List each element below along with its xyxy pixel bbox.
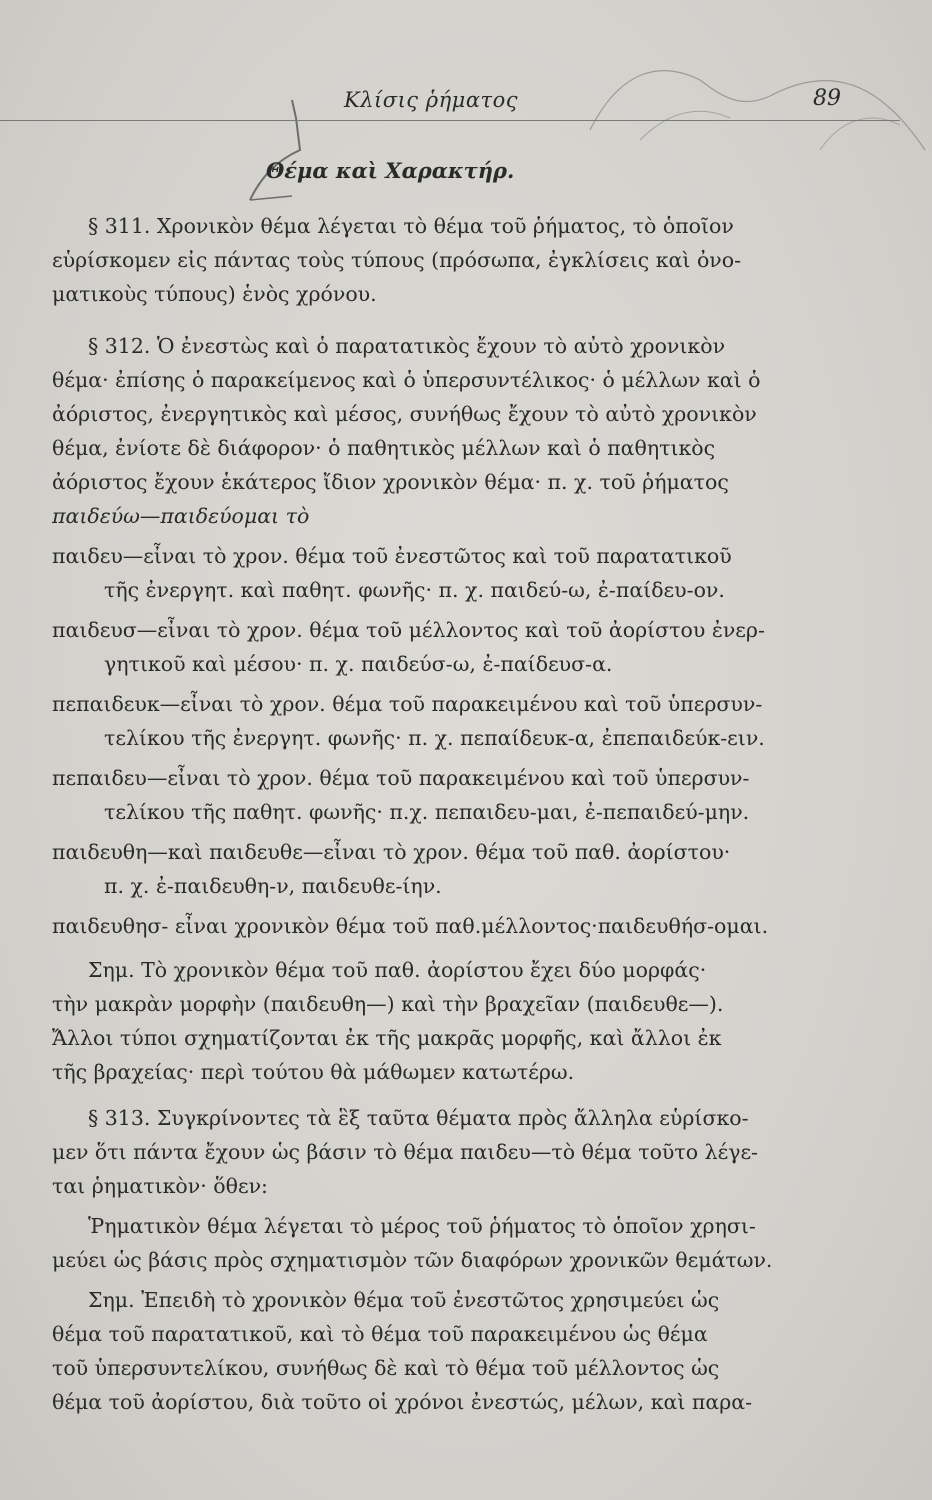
- text-line: Ἄλλοι τύποι σχηματίζονται ἐκ τῆς μακρᾶς μορφῆς, καὶ ἄλλοι ἐκ: [52, 1026, 722, 1050]
- text-line: μεν ὅτι πάντα ἔχουν ὡς βάσιν τὸ θέμα παιδευ—τὸ θέμα τοῦτο λέγε-: [52, 1140, 758, 1164]
- running-title: Κλίσις ῥήματος: [344, 88, 519, 112]
- text-line: § 313. Συγκρίνοντες τὰ ἓξ ταῦτα θέματα πρὸς ἄλληλα εὑρίσκο-: [88, 1106, 749, 1130]
- text-line: π. χ. ἐ-παιδευθη-ν, παιδευθε-ίην.: [104, 874, 442, 898]
- running-header: [0, 84, 932, 124]
- text-line: παιδευθησ- εἶναι χρονικὸν θέμα τοῦ παθ.μέλλοντος·παιδευθήσ-ομαι.: [52, 914, 769, 938]
- text-line: παιδευ—εἶναι τὸ χρον. θέμα τοῦ ἐνεστῶτος καὶ τοῦ παρατατικοῦ: [52, 544, 732, 568]
- text-line: § 312. Ὁ ἐνεστὼς καὶ ὁ παρατατικὸς ἔχουν τὸ αὐτὸ χρονικὸν: [88, 334, 726, 358]
- header-rule: [0, 120, 900, 121]
- text-line: θέμα· ἐπίσης ὁ παρακείμενος καὶ ὁ ὑπερσυντέλικος· ὁ μέλλων καὶ ὁ: [52, 368, 761, 392]
- text-line: θέμα τοῦ ἀορίστου, διὰ τοῦτο οἱ χρόνοι ἐνεστώς, μέλων, καὶ παρα-: [52, 1390, 753, 1414]
- text-line: τὴν μακρὰν μορφὴν (παιδευθη—) καὶ τὴν βραχεῖαν (παιδευθε—).: [52, 992, 724, 1016]
- text-line: ματικοὺς τύπους) ἑνὸς χρόνου.: [52, 282, 377, 306]
- text-line: τελίκου τῆς ἐνεργητ. φωνῆς· π. χ. πεπαίδευκ-α, ἐπεπαιδεύκ-ειν.: [104, 726, 765, 750]
- text-line: παιδευσ—εἶναι τὸ χρον. θέμα τοῦ μέλλοντος καὶ τοῦ ἀορίστου ἐνερ-: [52, 618, 765, 642]
- section-title: Θέμα καὶ Χαρακτήρ.: [266, 158, 515, 183]
- text-line: παιδευθη—καὶ παιδευθε—εἶναι τὸ χρον. θέμα τοῦ παθ. ἀορίστου·: [52, 840, 731, 864]
- text-line: § 311. Χρονικὸν θέμα λέγεται τὸ θέμα τοῦ ῥήματος, τὸ ὁποῖον: [88, 214, 734, 238]
- text-line: ται ῥηματικὸν· ὅθεν:: [52, 1174, 268, 1198]
- text-line: Σημ. Ἐπειδὴ τὸ χρονικὸν θέμα τοῦ ἐνεστῶτος χρησιμεύει ὡς: [88, 1288, 720, 1312]
- text-line: γητικοῦ καὶ μέσου· π. χ. παιδεύσ-ω, ἐ-παίδευσ-α.: [104, 652, 613, 676]
- text-line: μεύει ὡς βάσις πρὸς σχηματισμὸν τῶν διαφόρων χρονικῶν θεμάτων.: [52, 1248, 773, 1272]
- text-line: τῆς βραχείας· περὶ τούτου θὰ μάθωμεν κατωτέρω.: [52, 1060, 575, 1084]
- text-line: θέμα, ἐνίοτε δὲ διάφορον· ὁ παθητικὸς μέλλων καὶ ὁ παθητικὸς: [52, 436, 716, 460]
- text-line: παιδεύω—παιδεύομαι τὸ: [52, 504, 310, 528]
- text-line: εὑρίσκομεν εἰς πάντας τοὺς τύπους (πρόσωπα, ἐγκλίσεις καὶ ὀνο-: [52, 248, 742, 272]
- text-line: ἀόριστος, ἐνεργητικὸς καὶ μέσος, συνήθως ἔχουν τὸ αὐτὸ χρονικὸν: [52, 402, 757, 426]
- text-line: τοῦ ὑπερσυντελίκου, συνήθως δὲ καὶ τὸ θέμα τοῦ μέλλοντος ὡς: [52, 1356, 720, 1380]
- text-line: πεπαιδευκ—εἶναι τὸ χρον. θέμα τοῦ παρακειμένου καὶ τοῦ ὑπερσυν-: [52, 692, 763, 716]
- text-line: ἀόριστος ἔχουν ἑκάτερος ἴδιον χρονικὸν θέμα· π. χ. τοῦ ῥήματος: [52, 470, 729, 494]
- text-line: θέμα τοῦ παρατατικοῦ, καὶ τὸ θέμα τοῦ παρακειμένου ὡς θέμα: [52, 1322, 708, 1346]
- text-line: Σημ. Τὸ χρονικὸν θέμα τοῦ παθ. ἀορίστου ἔχει δύο μορφάς·: [88, 958, 707, 982]
- page-number: 89: [813, 86, 841, 111]
- text-line: πεπαιδευ—εἶναι τὸ χρον. θέμα τοῦ παρακειμένου καὶ τοῦ ὑπερσυν-: [52, 766, 750, 790]
- text-line: τῆς ἐνεργητ. καὶ παθητ. φωνῆς· π. χ. παιδεύ-ω, ἐ-παίδευ-ον.: [104, 578, 725, 602]
- text-line: τελίκου τῆς παθητ. φωνῆς· π.χ. πεπαιδευ-μαι, ἐ-πεπαιδεύ-μην.: [104, 800, 750, 824]
- text-line: Ῥηματικὸν θέμα λέγεται τὸ μέρος τοῦ ῥήματος τὸ ὁποῖον χρησι-: [88, 1214, 756, 1238]
